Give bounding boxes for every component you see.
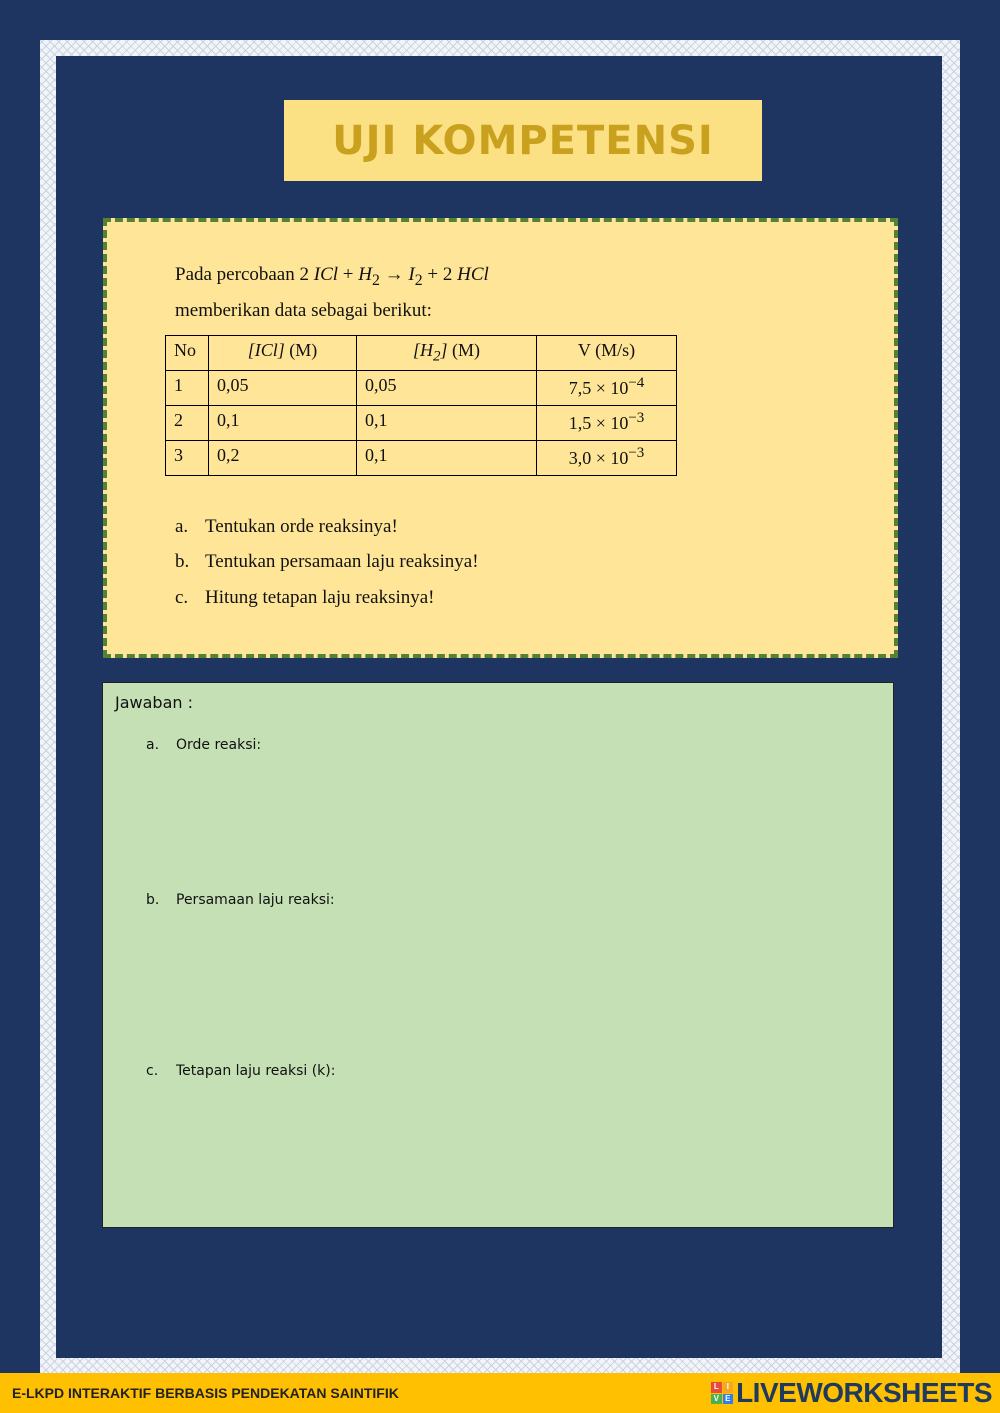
cell-v-times: × 10 [591, 448, 629, 468]
answer-item-b [146, 892, 335, 908]
task-b [175, 551, 479, 573]
task-text: Tentukan persamaan laju reaksinya! [205, 551, 479, 572]
eq-reactant-2: H [358, 264, 372, 285]
liveworksheets-icon [711, 1382, 733, 1404]
answer-item-a [146, 737, 261, 753]
table-row [166, 371, 677, 406]
cell-v-coef: 7,5 [568, 378, 592, 398]
header-h2-unit: (M) [447, 340, 481, 360]
eq-reactant-2-sub: 2 [371, 271, 380, 289]
page-title: UJI KOMPETENSI [332, 117, 714, 164]
eq-arrow: → [384, 264, 404, 285]
header-icl [209, 336, 357, 371]
cell-v-coef: 3,0 [568, 448, 592, 468]
header-h2 [357, 336, 537, 371]
cell-no: 1 [166, 371, 209, 406]
cell-h2: 0,1 [357, 406, 537, 441]
footer-bar [0, 1373, 1000, 1413]
title-banner [284, 100, 762, 181]
answer-card [102, 682, 894, 1228]
cell-v-times: × 10 [591, 413, 629, 433]
eq-reactant-1: ICl [313, 264, 339, 285]
header-h2-close: ] [440, 340, 448, 360]
task-label: a. [175, 516, 189, 537]
header-h2-sub: 2 [433, 348, 441, 365]
eq-product-2: HCl [457, 264, 489, 285]
answer-input-c[interactable] [173, 1089, 863, 1214]
liveworksheets-logo[interactable] [711, 1376, 992, 1410]
data-table [165, 335, 677, 476]
answer-prompt: Orde reaksi: [176, 737, 262, 753]
answer-prompt: Tetapan laju reaksi (k): [176, 1063, 336, 1079]
eq-product-1: I [408, 264, 415, 285]
eq-product-1-sub: 2 [414, 271, 423, 289]
brand-name: LIVEWORKSHEETS [736, 1377, 992, 1408]
cell-v [537, 406, 677, 441]
answer-label: c. [146, 1063, 159, 1079]
task-label: c. [175, 587, 189, 608]
cell-v-exp: −4 [628, 375, 645, 391]
cell-v-exp: −3 [628, 410, 645, 426]
cell-no: 2 [166, 406, 209, 441]
answer-input-b[interactable] [173, 918, 863, 1058]
cell-icl: 0,1 [209, 406, 357, 441]
footer-text: E-LKPD INTERAKTIF BERBASIS PENDEKATAN SAINTIFIK [12, 1385, 399, 1401]
brand-icon-letter: L [711, 1382, 722, 1393]
task-label: b. [175, 551, 190, 572]
header-v: V (M/s) [537, 336, 677, 371]
cell-h2: 0,05 [357, 371, 537, 406]
brand-icon-letter: E [723, 1394, 734, 1405]
question-card [103, 218, 898, 658]
answer-title: Jawaban : [115, 693, 193, 712]
question-intro [175, 264, 489, 290]
eq-plus-2: + 2 [427, 264, 453, 285]
answer-item-c [146, 1063, 335, 1079]
cell-v-coef: 1,5 [568, 413, 592, 433]
task-c [175, 587, 435, 609]
answer-input-a[interactable] [173, 763, 863, 883]
cell-v-times: × 10 [591, 378, 629, 398]
header-no: No [166, 336, 209, 371]
answer-label: a. [146, 737, 160, 753]
eq-plus-1: + [342, 264, 354, 285]
header-icl-symbol: [ICl] [247, 340, 285, 360]
task-text: Hitung tetapan laju reaksinya! [205, 587, 435, 608]
cell-h2: 0,1 [357, 441, 537, 476]
brand-icon-letter: V [711, 1394, 722, 1405]
header-icl-unit: (M) [284, 340, 318, 360]
cell-v-exp: −3 [628, 445, 645, 461]
task-a [175, 516, 398, 538]
table-header-row [166, 336, 677, 371]
table-row [166, 406, 677, 441]
cell-icl: 0,2 [209, 441, 357, 476]
task-text: Tentukan orde reaksinya! [205, 516, 398, 537]
intro-text: Pada percobaan 2 [175, 264, 309, 285]
answer-prompt: Persamaan laju reaksi: [176, 892, 335, 908]
brand-icon-letter: I [723, 1382, 734, 1393]
cell-icl: 0,05 [209, 371, 357, 406]
cell-v [537, 371, 677, 406]
cell-v [537, 441, 677, 476]
table-row [166, 441, 677, 476]
question-line-2: memberikan data sebagai berikut: [175, 300, 432, 321]
header-h2-symbol: [H [412, 340, 433, 360]
cell-no: 3 [166, 441, 209, 476]
answer-label: b. [146, 892, 160, 908]
